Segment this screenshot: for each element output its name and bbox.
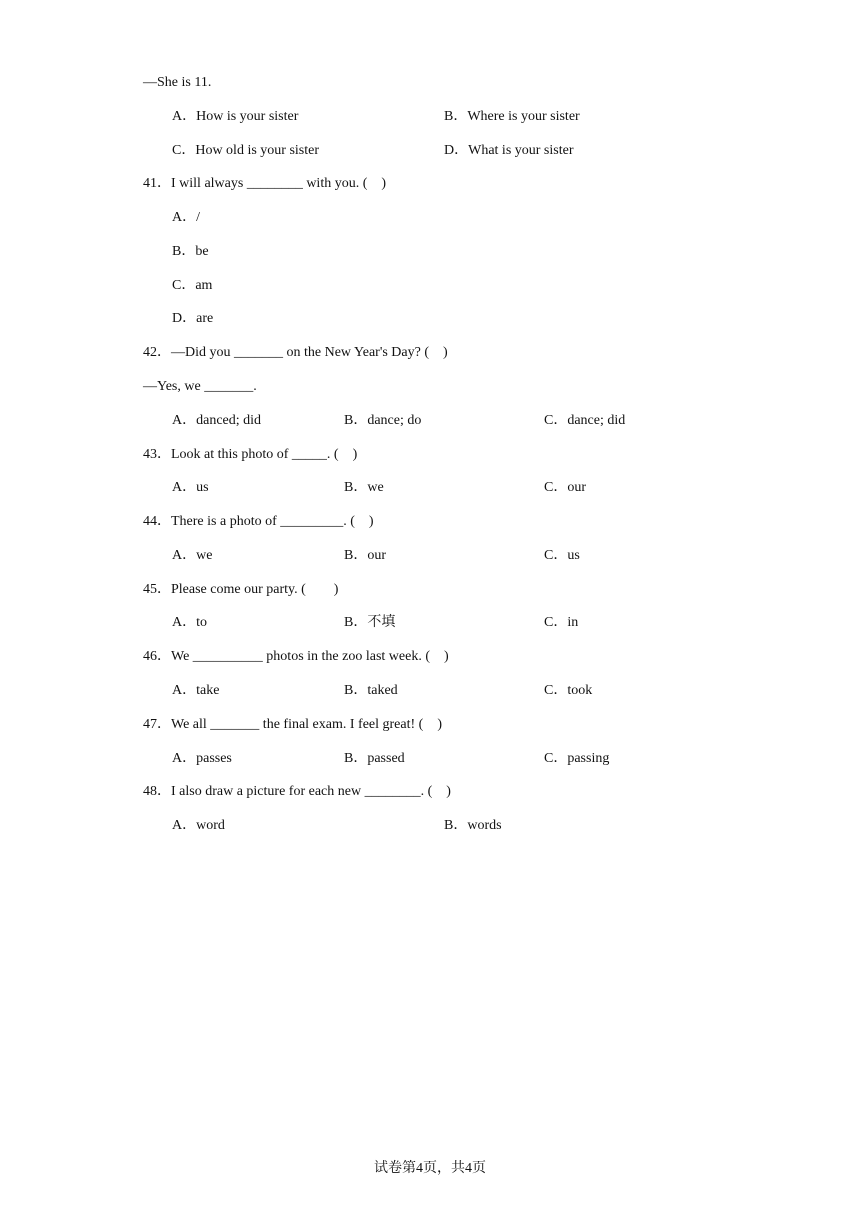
question-text: 48．I also draw a picture for each new ________. ( ) (143, 784, 451, 799)
options-row (0, 276, 860, 296)
option-choice[interactable]: B．passed (344, 751, 405, 766)
question-line (0, 580, 860, 600)
option-choice[interactable]: B．be (172, 244, 209, 259)
options-row (0, 309, 860, 329)
option-choice[interactable]: B．Where is your sister (444, 109, 580, 124)
option-choice[interactable]: A．take (172, 683, 220, 698)
option-choice[interactable]: A．danced; did (172, 413, 262, 428)
options-row (0, 141, 860, 161)
question-line (0, 377, 860, 397)
question-text: 44．There is a photo of _________. ( ) (143, 514, 374, 529)
options-row (0, 816, 860, 836)
question-text: 45．Please come our party. ( ) (143, 582, 339, 597)
options-row (0, 613, 860, 633)
option-choice[interactable]: D．What is your sister (444, 143, 574, 158)
option-choice[interactable]: B．不填 (344, 615, 396, 630)
question-line (0, 174, 860, 194)
options-row (0, 411, 860, 431)
question-line (0, 512, 860, 532)
option-choice[interactable]: A．word (172, 818, 225, 833)
option-choice[interactable]: C．How old is your sister (172, 143, 319, 158)
option-choice[interactable]: B．words (444, 818, 502, 833)
option-choice[interactable]: D．are (172, 311, 214, 326)
question-line (0, 647, 860, 667)
question-text: —Yes, we _______. (143, 379, 257, 394)
option-choice[interactable]: B．dance; do (344, 413, 422, 428)
option-choice[interactable]: A．us (172, 480, 209, 495)
options-row (0, 208, 860, 228)
option-choice[interactable]: C．took (544, 683, 593, 698)
options-row (0, 107, 860, 127)
question-line (0, 445, 860, 465)
page-footer: 试卷第4页，共4页 (374, 1161, 486, 1176)
option-choice[interactable]: A．How is your sister (172, 109, 299, 124)
option-choice[interactable]: C．us (544, 548, 580, 563)
option-choice[interactable]: C．dance; did (544, 413, 626, 428)
question-text: 42．—Did you _______ on the New Year's Day? ( ) (143, 345, 448, 360)
options-row (0, 478, 860, 498)
options-row (0, 242, 860, 262)
option-choice[interactable]: A．/ (172, 210, 200, 225)
question-text: 47．We all _______ the final exam. I feel great! ( ) (143, 717, 442, 732)
option-choice[interactable]: B．we (344, 480, 384, 495)
question-line (0, 343, 860, 363)
option-choice[interactable]: A．we (172, 548, 213, 563)
question-text: 43．Look at this photo of _____. ( ) (143, 447, 358, 462)
question-text: 41．I will always ________ with you. ( ) (143, 176, 387, 191)
question-line (0, 73, 860, 93)
option-choice[interactable]: C．in (544, 615, 579, 630)
option-choice[interactable]: C．our (544, 480, 586, 495)
options-row (0, 546, 860, 566)
option-choice[interactable]: B．our (344, 548, 386, 563)
question-line (0, 715, 860, 735)
option-choice[interactable]: C．am (172, 278, 213, 293)
option-choice[interactable]: C．passing (544, 751, 610, 766)
options-row (0, 681, 860, 701)
question-line (0, 782, 860, 802)
option-choice[interactable]: B．taked (344, 683, 398, 698)
question-text: —She is 11. (143, 75, 212, 90)
option-choice[interactable]: A．to (172, 615, 207, 630)
option-choice[interactable]: A．passes (172, 751, 232, 766)
question-text: 46．We __________ photos in the zoo last week. ( ) (143, 649, 449, 664)
options-row (0, 749, 860, 769)
